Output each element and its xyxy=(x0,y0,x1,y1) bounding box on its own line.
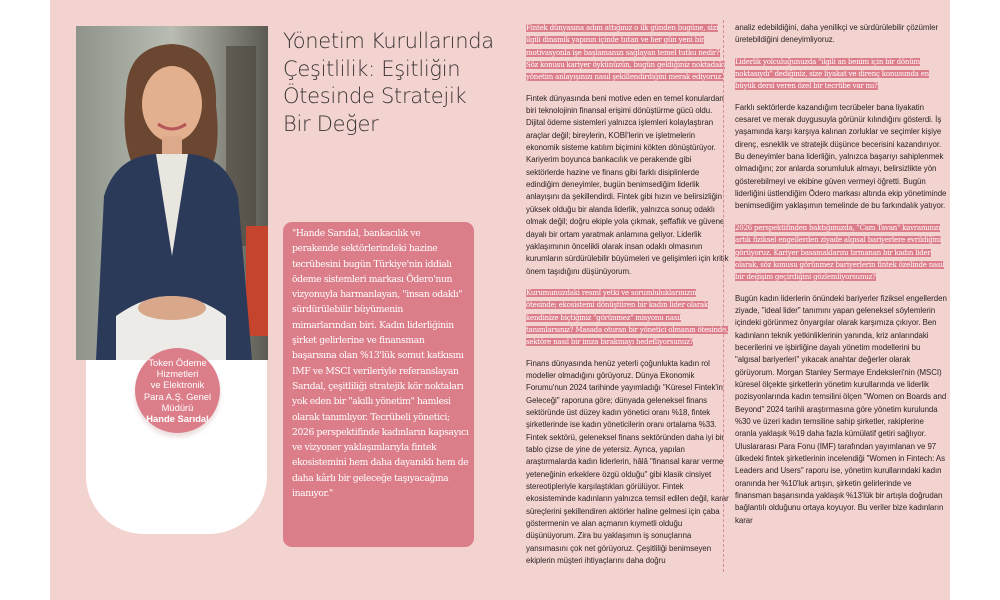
interview-answer: Bugün kadın liderlerin önündeki bariyerler fiziksel engellerden ziyade, "ideal lider" tanımını yapan geleneksel söylemlerin içindeki görünmez önyargılar olarak karşımıza çıkıyor. Ben kadınların teknik yetkinliklerinin yanında, kriz anlarındaki becerilerini ve işbirliğine dayalı yönetim modellerini bu "algısal bariyerleri" yıkacak anahtar değerler olarak görüyorum. Morgan Stanley Sermaye Endeksleri'nin (MSCI) küresel ölçekte şirketlerin yönetim kurullarında ve liderlik pozisyonlarında kadın temsilini ölçen "Women on Boards and Beyond" 2024 tarihli araştırmasına göre yönetim kurulunda %30 ve üzeri kadın temsiline sahip şirketler, rakiplerine oranla yaklaşık %19 daha fazla kümülatif getiri sağlıyor. Uluslararası Para Fonu (IMF) tarafından yayımlanan ve 97 ülkedeki fintek şirketlerinin incelendiği "Women in Fintech: As Leaders and Users" raporu ise, yönetim kurullarındaki kadın oranında her %10'luk artışın, şirketin gelirlerinde ve finansman başarısında yaklaşık %13'lük bir artışla doğrudan bağlantılı olduğunu ortaya koyuyor. Bu veriler bize kadınların karar xyxy=(735,293,947,525)
profile-badge xyxy=(135,348,220,433)
pull-quote xyxy=(283,222,474,547)
pull-quote-text: "Hande Sarıdal, bankacılık ve perakende sektörlerindeki hazine tecrübesini bugün Türkiye'nin iddialı ödeme sistemleri markası Ödero'nun vizyonuyla harmanlayan, "insan odaklı" sürdürülebilir büyümenin mimarlarından biri. Kadın liderliğinin şirket gelirlerine ve finansman başarısına olan %13'lük somut katkısını IMF ve MSCI verileriyle referanslayan Sarıdal, çeşitliliği stratejik kör noktaları yok eden bir "akıllı yönetim" hamlesi olarak tanımlıyor. Tecrübeli yönetici; 2026 perspektifinde kadınların kapsayıcı ve vizyoner yaklaşımlarıyla fintek ekosistemini hem daha dayanıklı hem de daha kârlı bir geleceğe taşıyacağına inanıyor." xyxy=(292,228,469,500)
interview-answer: analiz edebildiğini, daha yenilikçi ve sürdürülebilir çözümler üretebildiğini deneyimliyoruz. xyxy=(735,23,939,45)
interview-answer: Finans dünyasında henüz yeterli çoğunlukta kadın rol modeller olmadığını görüyoruz. Dünya Ekonomik Forumu'nun 2024 tarihinde yayımladığı "Küresel Fintek'in Geleceği" raporuna göre; dünyada geleneksel finans sektöründe üst düzey kadın yönetici oranı %18, fintek şirketlerinde ise kadın yöneticilerin oranı ortalama %33. Fintek sektörü, geleneksel finans sektöründen daha iyi bir tablo çizse de yine de yetersiz. Ayrıca, yapılan araştırmalarda kadın liderlerin, hâlâ "finansal karar verme yeteneğinin erkeklere özgü olduğu" gibi klasik cinsiyet stereotipleriyle karşılaştıkları görülüyor. Fintek ekosisteminde kadınların yalnızca temsil edilen değil, karar süreçlerini şekillendiren aktörler haline gelmesi için çaba göstermenin ve alan açmanın kıymetli olduğu düşünüyorum. Zira bu yaklaşımın iş sonuçlarına yansımasını çok net görüyoruz. Çeşitliliği benimseyen ekiplerin müşteri ihtiyaçlarını daha doğru xyxy=(526,358,729,566)
portrait-image xyxy=(76,26,268,360)
profile-role: Token Ödeme Hizmetleri ve Elektronik Para A.Ş. Genel Müdürü xyxy=(143,356,212,413)
interview-answer: Fintek dünyasında beni motive eden en temel konulardan biri teknolojinin finansal erişimi dönüştürme gücü oldu. Dijital ödeme sistemleri yalnızca işlemleri kolaylaştıran araçlar değil; bireylerin, KOBİ'lerin ve işletmelerin ekonomik sisteme katılım biçimini kökten dönüştürüyor. Kariyerim boyunca bankacılık ve perakende gibi sektörlerde hazine ve finans gibi farklı disiplinlerde edindiğim deneyimler, bugün benimsediğim liderlik anlayışını da şekillendirdi. Fintek gibi hızın ve belirsizliğin yüksek olduğu bir alanda liderlik, yalnızca sonuç odaklı olmak değil; doğru ekiple yola çıkmak, şeffaflık ve güvene dayalı bir ortam yaratmak anlamına geliyor. Liderlik yaklaşımının öncelikli olarak insan odaklı olmasının kurumların sürdürülebilir büyümeleri ve gelişimleri için kritik önem taşıdığını düşünüyorum. xyxy=(526,93,729,276)
article-title: Yönetim Kurullarında Çeşitlilik: Eşitliğin Ötesinde Stratejik Bir Değer xyxy=(283,29,494,136)
question-text: 2026 perspektifinden baktığımızda, "Cam Tavan" kavramının artık fiziksel engellerden ziyade algısal bariyerlere evrildiğini görüyoruz. Kariyer basamaklarını tırmanan bir kadın lider olarak, söz konusu görünmez bariyerlerin fintek özelinde nasıl bir değişim geçirdiğini gözlemliyorsunuz? xyxy=(735,223,945,282)
question-text: Liderlik yolculuğunuzda "ilgili an benim için bir dönüm noktasıydı" dediğiniz, size liyakat ve direnç konusunda en büyük dersi veren özel bir tecrübe var mı? xyxy=(735,57,929,91)
interview-question xyxy=(526,22,729,84)
interview-answer: Farklı sektörlerde kazandığım tecrübeler bana liyakatin cesaret ve merak duygusuyla görünür kılındığını gösterdi. İş yaşamında karşı karşıya kalınan zorluklar ve seçimler kişiye direnç, esneklik ve stratejik düşünce becerisini kazandırıyor. Bu deneyimler bana liderliğin, yalnızca başarıyı sahiplenmek olmadığını; zor anlarda sorumluluk almayı, belirsizlikte yön gösterebilmeyi ve ekibine güven vermeyi öğretti. Bugün liderliğini üstlendiğim Ödero markası altında ekip yönetiminde benimsediğim yaklaşımın temelinde de bu farkındalık yatıyor. xyxy=(735,102,947,211)
question-text: Fintek dünyasına adım attığınız o ilk günden bugüne, sizi ilgili dinamik yapının içinde tutan ve her gün yeni bir motivasyonla işe başlamanızı sağlayan temel tutku nedir? Söz konusu kariyer öykünüzün, bugün geldiğiniz noktadaki yönetim anlayışınızı nasıl şekillendirdiğini merak ediyoruz. xyxy=(526,24,726,82)
profile-name: Hande Sarıdal xyxy=(146,413,209,425)
portrait-photo xyxy=(76,26,268,360)
column-divider xyxy=(723,20,724,572)
article-column-2 xyxy=(735,22,947,536)
article-column-1 xyxy=(526,22,729,576)
interview-question xyxy=(735,56,947,93)
question-text: Kurumunuzdaki resmî yetki ve sorumluluklarınızın ötesinde; ekosistemi dönüştüren bir kadın lider olarak kendinize biçtiğiniz "görünmez" misyonu nasıl tanımlarsınız? Masada oturan bir yönetici olmanın ötesinde, sektöre nasıl bir imza bırakmayı hedefliyorsunuz? xyxy=(526,288,728,347)
interview-question xyxy=(735,222,947,284)
interview-question xyxy=(526,287,729,349)
